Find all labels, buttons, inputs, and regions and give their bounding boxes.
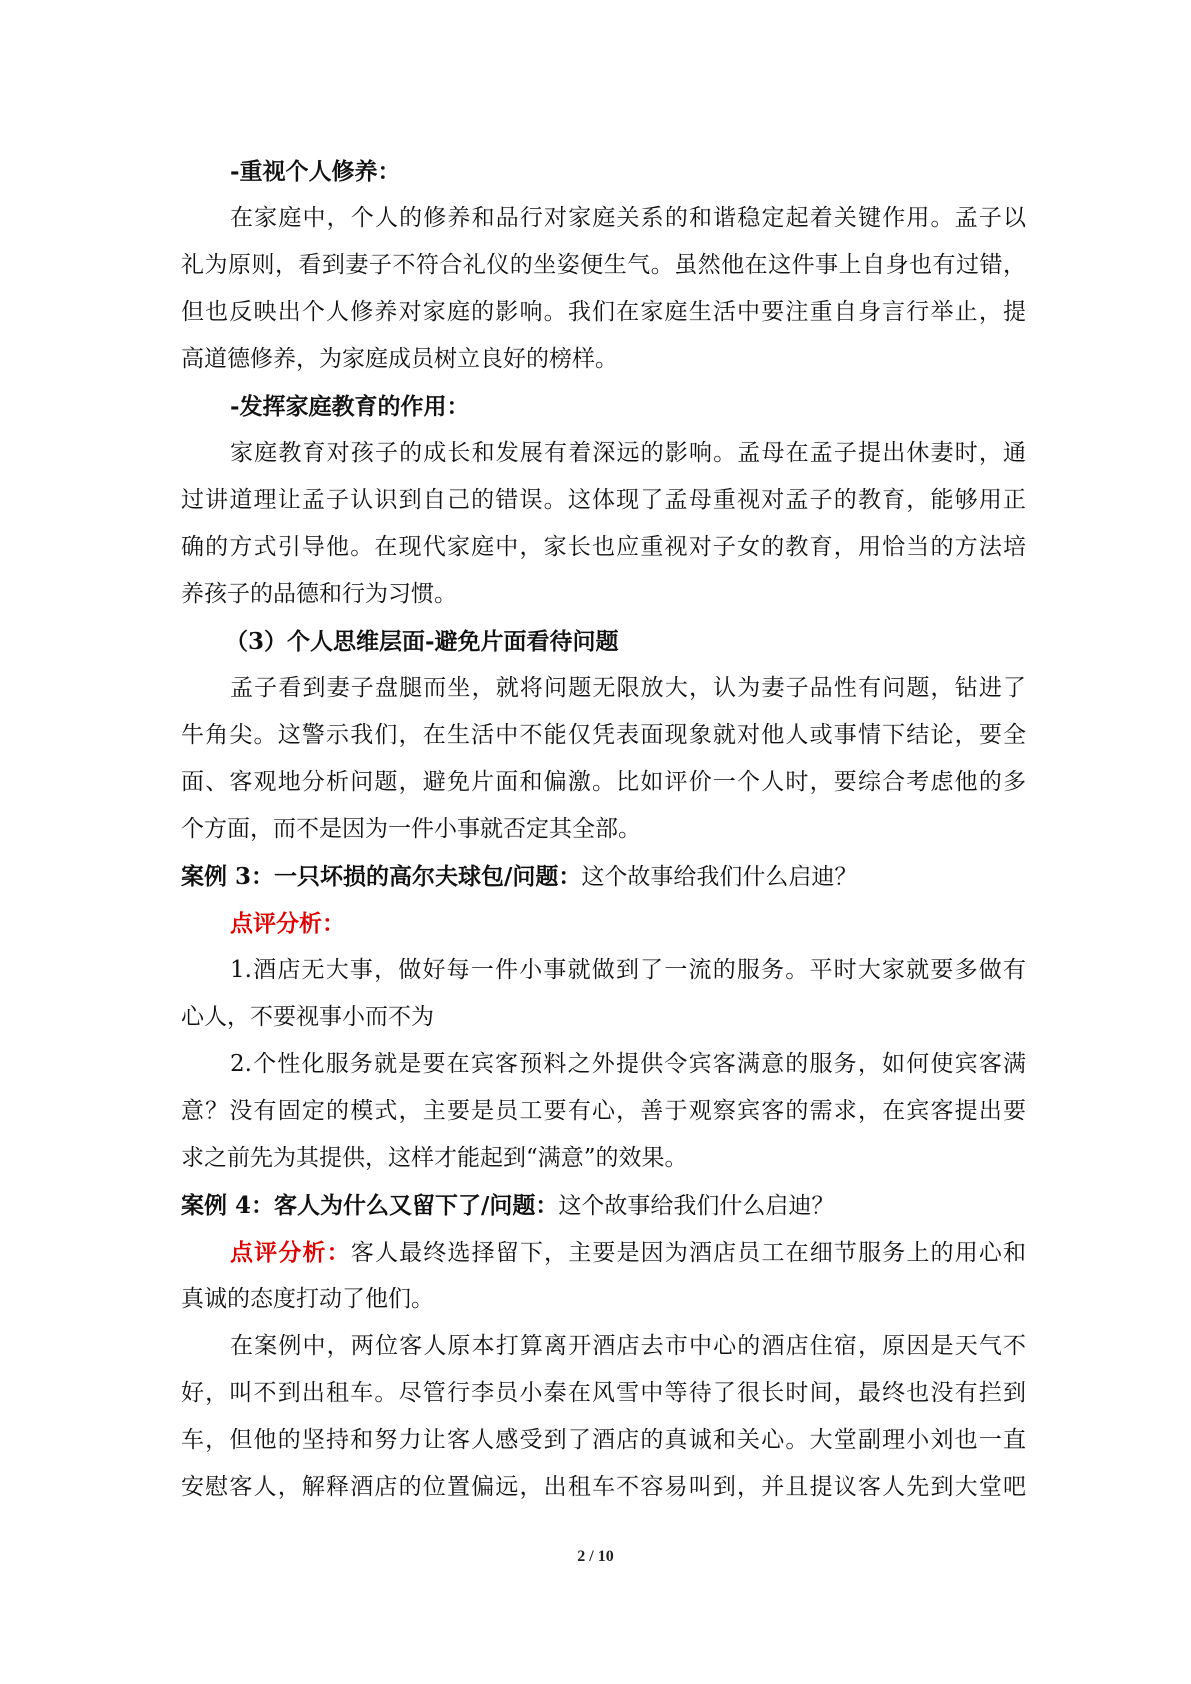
case4-title-bold: 案例 4：客人为什么又留下了/问题：	[181, 1192, 559, 1219]
heading-family-education: -发挥家庭教育的作用：	[230, 393, 470, 420]
case4-analysis-line	[181, 1229, 1026, 1276]
paragraph-line: 牛角尖。这警示我们，在生活中不能仅凭表面现象就对他人或事情下结论，要全	[181, 722, 1026, 748]
paragraph-line: 孟子看到妻子盘腿而坐，就将问题无限放大，认为妻子品性有问题，钻进了	[230, 675, 1026, 701]
case3-title-bold: 案例 3：一只坏损的高尔夫球包/问题：	[181, 863, 582, 890]
paragraph-line: 高道德修养，为家庭成员树立良好的榜样。	[181, 346, 618, 372]
paragraph-line: 在家庭中，个人的修养和品行对家庭关系的和谐稳定起着关键作用。孟子以	[230, 205, 1026, 231]
paragraph-line: 家庭教育对孩子的成长和发展有着深远的影响。孟母在孟子提出休妻时，通	[230, 440, 1026, 466]
case4-paragraph-line: 车，但他的坚持和努力让客人感受到了酒店的真诚和关心。大堂副理小刘也一直	[181, 1427, 1026, 1453]
case4-paragraph-line: 安慰客人，解释酒店的位置偏远，出租车不容易叫到，并且提议客人先到大堂吧	[181, 1474, 1026, 1500]
paragraph-line: 个方面，而不是因为一件小事就否定其全部。	[181, 816, 641, 842]
paragraph-line: 养孩子的品德和行为习惯。	[181, 581, 457, 607]
case3-analysis-label: 点评分析：	[230, 910, 345, 937]
heading-personal-cultivation: -重视个人修养：	[230, 158, 401, 185]
case3-point-line: 求之前先为其提供，这样才能起到“满意”的效果。	[181, 1145, 688, 1171]
paragraph-line: 但也反映出个人修养对家庭的影响。我们在家庭生活中要注重自身言行举止，提	[181, 299, 1026, 325]
case3-point-line: 意？没有固定的模式，主要是员工要有心，善于观察宾客的需求，在宾客提出要	[181, 1098, 1026, 1124]
heading-personal-thinking: （3）个人思维层面-避免片面看待问题	[225, 628, 619, 655]
page-number: 2 / 10	[577, 1548, 614, 1565]
paragraph-line: 过讲道理让孟子认识到自己的错误。这体现了孟母重视对孟子的教育，能够用正	[181, 487, 1026, 513]
case4-paragraph-line: 在案例中，两位客人原本打算离开酒店去市中心的酒店住宿，原因是天气不	[230, 1333, 1026, 1359]
paragraph-line: 面、客观地分析问题，避免片面和偏激。比如评价一个人时，要综合考虑他的多	[181, 769, 1026, 795]
case3-point-line: 心人，不要视事小而不为	[181, 1004, 434, 1030]
paragraph-line: 礼为原则，看到妻子不符合礼仪的坐姿便生气。虽然他在这件事上自身也有过错，	[181, 252, 1026, 278]
page-content	[181, 148, 1026, 1511]
case4-analysis-continued: 真诚的态度打动了他们。	[181, 1286, 434, 1312]
case4-analysis-label: 点评分析：	[230, 1239, 351, 1266]
case3-title	[181, 853, 1026, 900]
case4-analysis-text: 客人最终选择留下，主要是因为酒店员工在细节服务上的用心和	[350, 1240, 1026, 1266]
case4-title	[181, 1182, 1026, 1229]
case3-title-question: 这个故事给我们什么启迪？	[581, 864, 858, 890]
case4-paragraph-line: 好，叫不到出租车。尽管行李员小秦在风雪中等待了很长时间，最终也没有拦到	[181, 1380, 1026, 1406]
case4-title-question: 这个故事给我们什么启迪？	[558, 1193, 835, 1219]
paragraph-line: 确的方式引导他。在现代家庭中，家长也应重视对子女的教育，用恰当的方法培	[181, 534, 1026, 560]
case3-point-line: 1.酒店无大事，做好每一件小事就做到了一流的服务。平时大家就要多做有	[230, 957, 1026, 983]
case3-point-line: 2.个性化服务就是要在宾客预料之外提供令宾客满意的服务，如何使宾客满	[230, 1051, 1026, 1077]
